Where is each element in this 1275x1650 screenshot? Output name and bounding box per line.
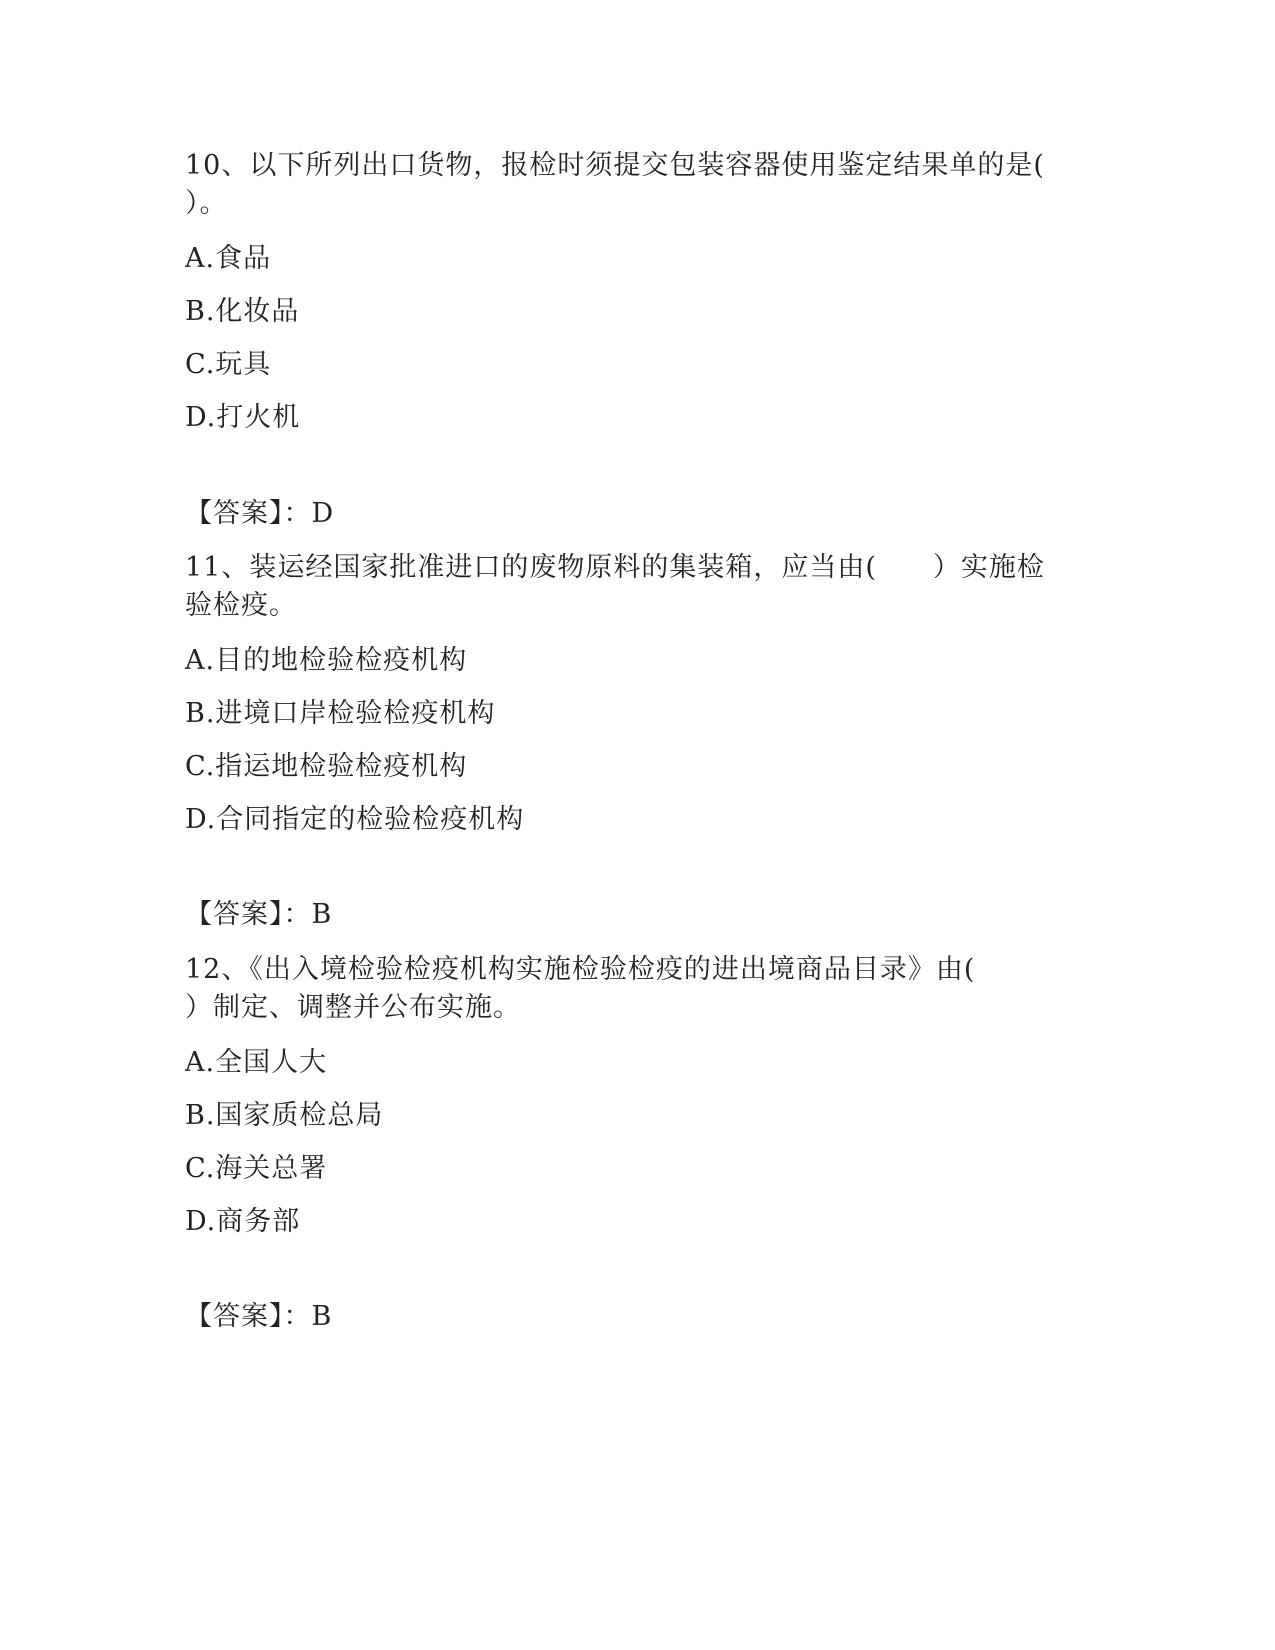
question-11-option-c: C.指运地检验检疫机构 bbox=[185, 751, 468, 782]
question-12-option-b: B.国家质检总局 bbox=[185, 1100, 384, 1131]
question-12-option-c: C.海关总署 bbox=[185, 1153, 328, 1184]
question-10-option-b: B.化妆品 bbox=[185, 296, 300, 327]
question-12-stem-line1: 12、《出入境检验检疫机构实施检验检疫的进出境商品目录》由( bbox=[185, 954, 976, 985]
question-10-stem-line2: ）。 bbox=[185, 188, 228, 219]
question-11-option-a: A.目的地检验检疫机构 bbox=[185, 645, 468, 676]
question-10-option-a: A.食品 bbox=[185, 243, 272, 274]
question-11-option-d: D.合同指定的检验检疫机构 bbox=[185, 804, 525, 835]
question-11-stem-line2: 验检疫。 bbox=[185, 590, 297, 621]
question-11-answer: 【答案】：B bbox=[185, 899, 333, 930]
question-12-stem-line2: ）制定、调整并公布实施。 bbox=[185, 992, 521, 1023]
question-10-option-d: D.打火机 bbox=[185, 402, 301, 433]
question-11-option-b: B.进境口岸检验检疫机构 bbox=[185, 698, 496, 729]
question-10-answer: 【答案】：D bbox=[185, 498, 335, 529]
question-10-stem-line1: 10、以下所列出口货物，报检时须提交包装容器使用鉴定结果单的是( bbox=[185, 150, 1045, 181]
question-12-answer: 【答案】：B bbox=[185, 1301, 333, 1332]
question-10-option-c: C.玩具 bbox=[185, 349, 272, 380]
question-12-option-d: D.商务部 bbox=[185, 1206, 301, 1237]
question-11-stem-line1: 11、装运经国家批准进口的废物原料的集装箱，应当由( ）实施检 bbox=[185, 552, 1045, 583]
question-12-option-a: A.全国人大 bbox=[185, 1047, 328, 1078]
